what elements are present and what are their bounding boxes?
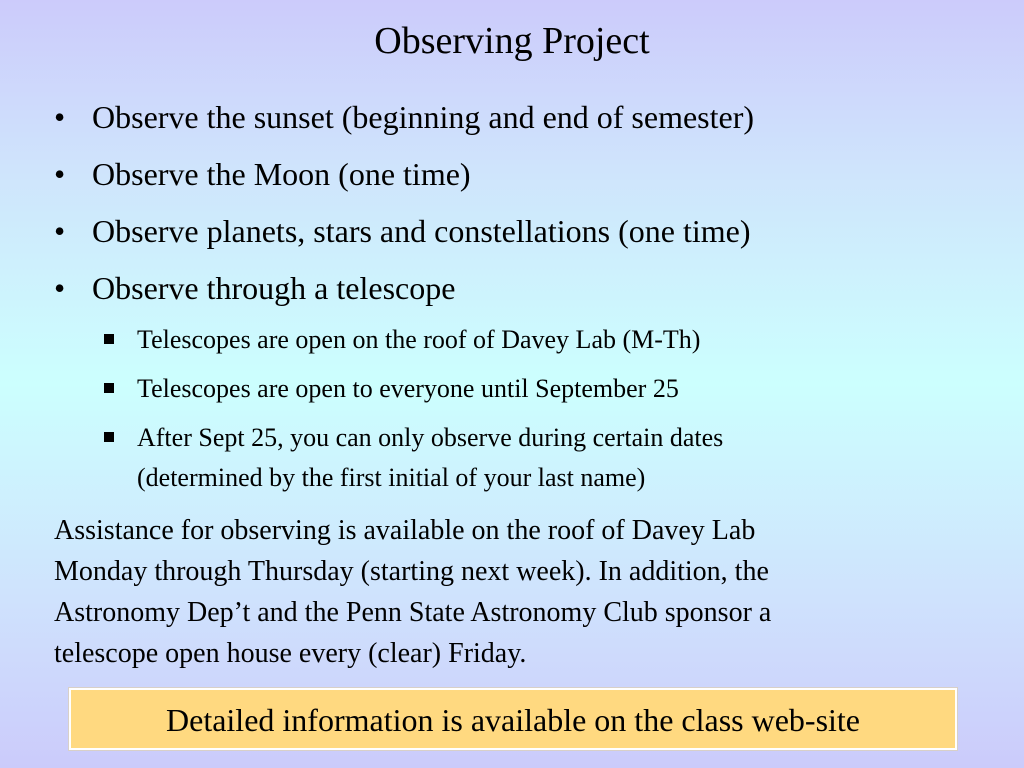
square-bullet-icon: [104, 432, 114, 442]
sub-bullet-text: Telescopes are open on the roof of Davey Lab (M-Th): [137, 325, 701, 354]
sub-bullet-continuation: [0, 458, 1024, 498]
paragraph-line: Astronomy Dep’t and the Penn State Astronomy Club sponsor a: [54, 597, 772, 628]
sub-bullet-item: [0, 369, 1024, 409]
paragraph-line: Assistance for observing is available on the roof of Davey Lab: [54, 515, 756, 546]
bullet-marker: •: [54, 213, 66, 249]
bullet-text: Observe through a telescope: [92, 270, 456, 306]
sub-bullet-item: [0, 418, 1024, 458]
sub-bullet-text: (determined by the first initial of your last name): [137, 463, 646, 492]
class-website-note: Detailed information is available on the class web-site: [69, 688, 957, 750]
bullet-text: Observe the sunset (beginning and end of semester): [92, 99, 755, 135]
sub-bullet-text: After Sept 25, you can only observe during certain dates: [137, 423, 724, 452]
square-bullet-icon: [104, 383, 114, 393]
bullet-item: [0, 92, 1024, 149]
assistance-paragraph: [54, 510, 974, 674]
bullet-text: Observe planets, stars and constellations (one time): [92, 213, 751, 249]
bullet-item: [0, 206, 1024, 263]
square-bullet-icon: [104, 334, 114, 344]
bullet-item: [0, 149, 1024, 206]
sub-bullet-item: [0, 320, 1024, 360]
bullet-marker: •: [54, 99, 66, 135]
paragraph-line: telescope open house every (clear) Friday.: [54, 638, 527, 669]
bullet-item: [0, 263, 1024, 320]
paragraph-line: Monday through Thursday (starting next week). In addition, the: [54, 556, 769, 587]
bullet-text: Observe the Moon (one time): [92, 156, 471, 192]
bullet-marker: •: [54, 156, 66, 192]
sub-bullet-text: Telescopes are open to everyone until September 25: [137, 374, 679, 403]
bullet-list: [0, 92, 1024, 507]
bullet-marker: •: [54, 270, 66, 306]
slide-title: Observing Project: [374, 20, 650, 62]
